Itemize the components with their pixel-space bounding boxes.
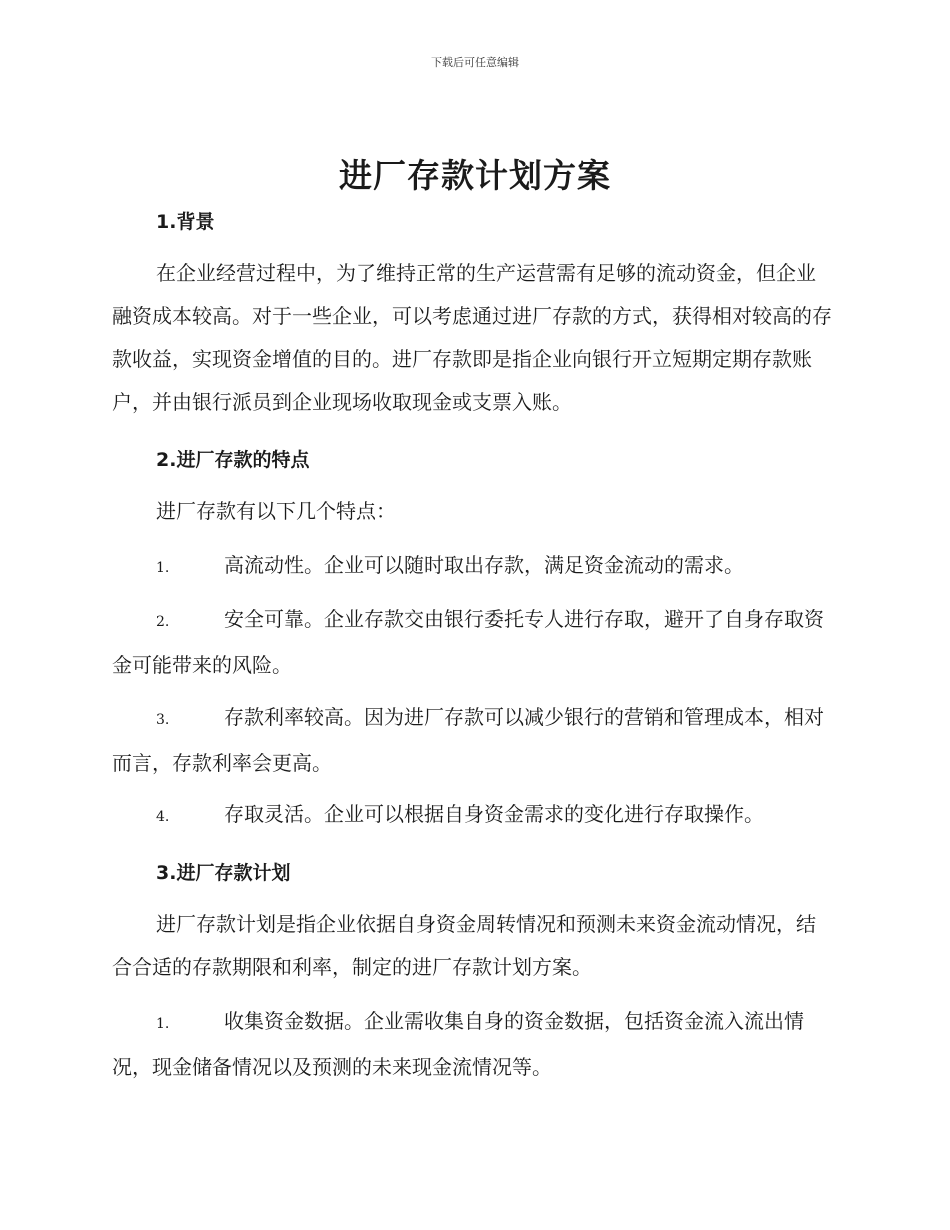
list-item-text: 存款利率较高。因为进厂存款可以减少银行的营销和管理成本，相对而言，存款利率会更高。 [112, 705, 824, 775]
list-item-number: 2. [156, 614, 170, 630]
paragraph-text: 进厂存款有以下几个特点： [156, 499, 396, 523]
list-item-text: 收集资金数据。企业需收集自身的资金数据，包括资金流入流出情况，现金储备情况以及预测的未来现金流情况等。 [112, 1009, 804, 1079]
paragraph-text: 进厂存款计划是指企业依据自身资金周转情况和预测未来资金流动情况，结合合适的存款期限和利率，制定的进厂存款计划方案。 [112, 912, 816, 979]
list-item-number: 4. [156, 809, 170, 825]
list-item-text: 存取灵活。企业可以根据自身资金需求的变化进行存取操作。 [224, 802, 764, 826]
list-item-text: 安全可靠。企业存款交由银行委托专人进行存取，避开了自身存取资金可能带来的风险。 [112, 607, 824, 677]
section-heading-plan: 3.进厂存款计划 [156, 862, 291, 884]
document-title: 进厂存款计划方案 [339, 156, 611, 195]
paragraph-text: 在企业经营过程中，为了维持正常的生产运营需有足够的流动资金，但企业融资成本较高。对于一些企业，可以考虑通过进厂存款的方式，获得相对较高的存款收益，实现资金增值的目的。进厂存款即是指企业向银行开立短期定期存款账户，并由银行派员到企业现场收取现金或支票入账。 [112, 261, 832, 414]
list-item [112, 598, 834, 687]
list-item [112, 544, 834, 590]
list-item-number: 1. [156, 560, 170, 576]
list-item-number: 1. [156, 1016, 170, 1032]
list-item-number: 3. [156, 712, 170, 728]
list-item-text: 高流动性。企业可以随时取出存款，满足资金流动的需求。 [224, 553, 744, 577]
list-item [112, 1000, 834, 1089]
section-heading-background: 1.背景 [156, 211, 215, 233]
section-background-paragraph [112, 252, 834, 424]
section-heading-features: 2.进厂存款的特点 [156, 449, 310, 471]
page-header-note: 下载后可任意编辑 [431, 56, 519, 69]
section-plan-paragraph [112, 903, 834, 989]
features-intro-paragraph [112, 490, 834, 533]
list-item [112, 696, 834, 785]
list-item [112, 793, 834, 839]
